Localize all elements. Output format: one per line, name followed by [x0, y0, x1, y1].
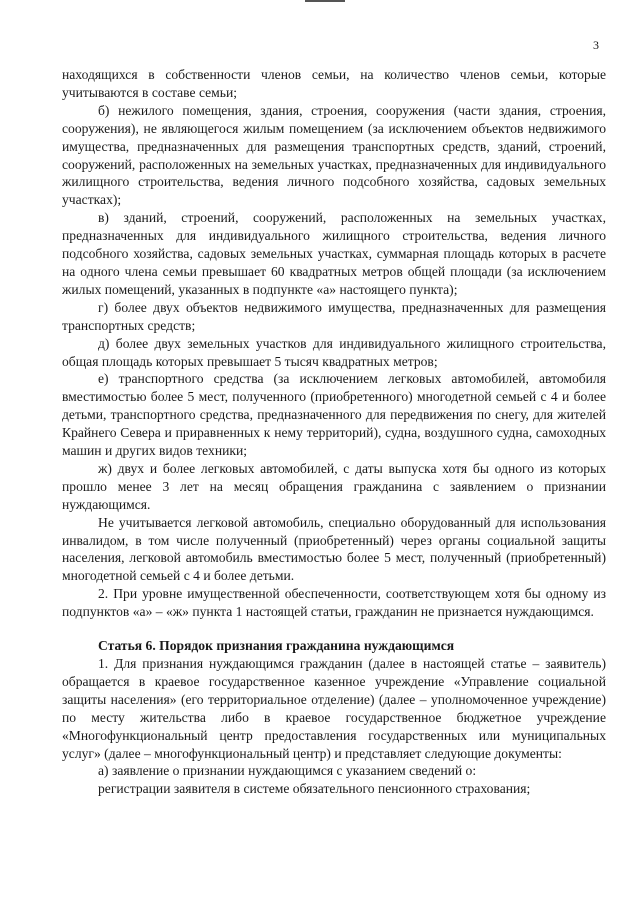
paragraph-item-d: д) более двух земельных участков для индивидуального жилищного строительства, общая площадь которых превышает 5 тысяч квадратных метров; — [62, 335, 606, 369]
paragraph-item-zh: ж) двух и более легковых автомобилей, с даты выпуска хотя бы одного из которых прошло менее 3 лет на месяц обращения гражданина с заявлением о признании нуждающимся. — [62, 460, 606, 512]
paragraph-continuation: находящихся в собственности членов семьи, на количество членов семьи, которые учитываются в составе семьи; — [62, 67, 606, 100]
paragraph-point-2: 2. При уровне имущественной обеспеченности, соответствующем хотя бы одному из подпунктов «а» – «ж» пункта 1 настоящей статьи, гражданин не признается нуждающимся. — [62, 586, 606, 620]
paragraph-item-b: б) нежилого помещения, здания, строения, сооружения (части здания, строения, сооружения), не являющегося жилым помещением (за исключением объектов недвижимого имущества, предназначенных для размещения транспортных средств, зданий, строений, сооружений, расположенных на земельных участках, предназначенных для индивидуального жилищного строительства, ведения личного подсобного хозяйства, садовых земельных участках); — [62, 102, 606, 208]
paragraph-item-a: а) заявление о признании нуждающимся с указанием сведений о: — [98, 763, 477, 779]
document-body — [62, 66, 606, 798]
paragraph-exception: Не учитывается легковой автомобиль, специально оборудованный для использования инвалидом, в том числе полученный (приобретенный) через органы социальной защиты населения, легковой автомобиль вместимостью более 5 мест, полученный (приобретенный) многодетной семьей с 4 и более детьми. — [62, 514, 606, 584]
paragraph-article6-point-1: 1. Для признания нуждающимся гражданин (далее в настоящей статье – заявитель) обращается в краевое государственное казенное учреждение «Управление социальной защиты населения» (его территориальное отделение) (далее – уполномоченное учреждение) по месту жительства либо в краевое государственное бюджетное учреждение «Многофункциональный центр предоставления государственных или муниципальных услуг» (далее – многофункциональный центр) и представляет следующие документы: — [62, 656, 606, 761]
paragraph-registration: регистрации заявителя в системе обязательного пенсионного страхования; — [98, 781, 531, 797]
top-edge-mark — [305, 0, 345, 2]
page-number: 3 — [593, 38, 599, 52]
paragraph-item-v: в) зданий, строений, сооружений, расположенных на земельных участках, предназначенных для индивидуального жилищного строительства, ведения личного подсобного хозяйства, садовых земельных участках, суммарная площадь которых в расчете на одного члена семьи превышает 60 квадратных метров общей площади (за исключением жилых помещений, указанных в подпункте «а» настоящего пункта); — [62, 210, 606, 297]
paragraph-item-g: г) более двух объектов недвижимого имущества, предназначенных для размещения транспортных средств; — [62, 299, 606, 333]
paragraph-item-e: е) транспортного средства (за исключением легковых автомобилей, автомобиля вместимостью более 5 мест, полученного (приобретенного) многодетной семьей с 4 и более детьми, транспортного средства, предназначенного для передвижения по снегу, для жителей Крайнего Севера и приравненных к нему территорий), судна, воздушного судна, самоходных машин и других видов техники; — [62, 371, 606, 459]
article-heading: Статья 6. Порядок признания гражданина нуждающимся — [98, 638, 455, 654]
